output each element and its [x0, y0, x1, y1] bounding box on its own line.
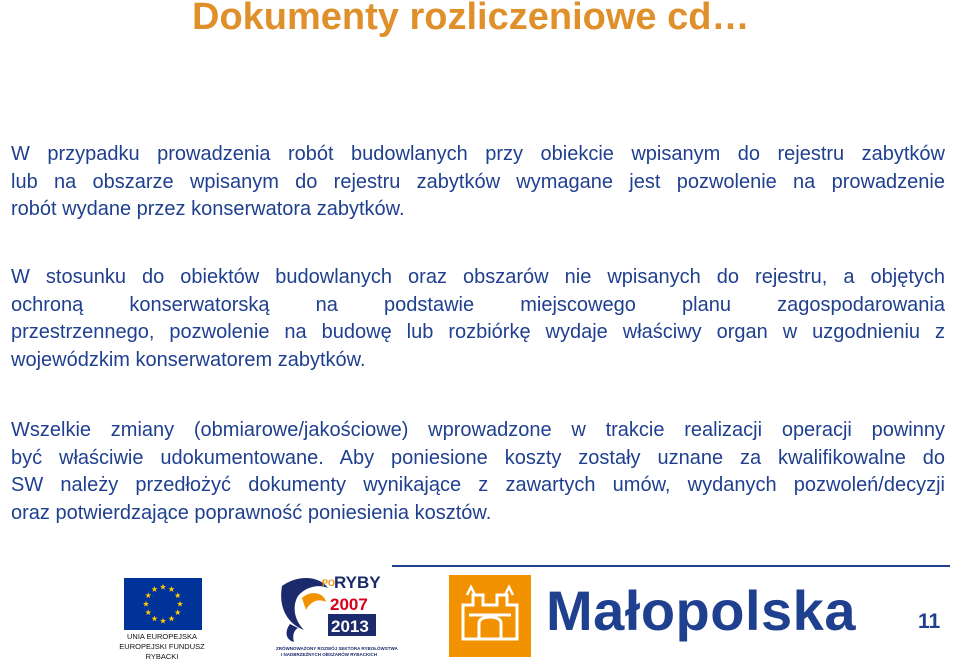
poryby-year-end: 2013	[331, 617, 369, 636]
page-number: 11	[918, 610, 941, 633]
paragraph-monument-permit	[11, 141, 945, 224]
eu-flag-icon	[124, 578, 202, 630]
paragraph-line: oraz potwierdzające poprawność poniesienia kosztów.	[11, 501, 492, 524]
eu-logo	[112, 578, 212, 661]
poryby-prefix: PO	[322, 578, 336, 588]
slide-title: Dokumenty rozliczeniowe cd…	[192, 0, 750, 38]
paragraph-line: W przypadku prowadzenia robót budowlanych przy obiekcie wpisanym do rejestru zabytków	[11, 143, 945, 165]
paragraph-changes-documentation	[11, 417, 945, 527]
paragraph-line: ochroną konserwatorską na podstawie miejscowego planu zagospodarowania	[11, 293, 945, 316]
paragraph-line: wojewódzkim konserwatorem zabytków.	[11, 348, 366, 371]
poryby-year-start: 2007	[330, 595, 368, 614]
paragraph-line: Wszelkie zmiany (obmiarowe/jakościowe) wprowadzone w trakcie realizacji operacji powinny	[11, 419, 945, 441]
paragraph-line: robót wydane przez konserwatora zabytków.	[11, 198, 405, 220]
poryby-caption-line: ZRÓWNOWAŻONY ROZWÓJ SEKTORA RYBOŁÓWSTWA	[276, 646, 398, 651]
eu-logo-line: UNIA EUROPEJSKA	[126, 632, 198, 641]
eu-logo-line: RYBACKI	[145, 652, 179, 661]
fish-icon	[276, 572, 382, 646]
poryby-caption	[276, 646, 398, 657]
poryby-name: RYBY	[334, 573, 381, 592]
paragraph-line: przestrzennego, pozwolenie na budowę lub rozbiórkę wydaje właściwy organ w uzgodnieniu z	[11, 321, 945, 343]
paragraph-protected-objects	[11, 264, 945, 374]
eu-logo-line: EUROPEJSKI FUNDUSZ	[119, 642, 205, 651]
footer-divider	[392, 565, 950, 567]
paragraph-line: SW należy przedłożyć dokumenty wynikające z zawartych umów, wydanych pozwoleń/decyzji	[11, 474, 945, 496]
paragraph-line: lub na obszarze wpisanym do rejestru zabytków wymagane jest pozwolenie na prowadzenie	[11, 170, 945, 193]
poryby-logo	[276, 572, 398, 658]
malopolska-wordmark: Małopolska	[546, 579, 856, 642]
paragraph-line: W stosunku do obiektów budowlanych oraz obszarów nie wpisanych do rejestru, a objętych	[11, 266, 945, 288]
poryby-caption-line: I NADBRZEŻNYCH OBSZARÓW RYBACKICH	[280, 651, 378, 657]
malopolska-emblem-icon	[449, 575, 531, 657]
paragraph-line: być właściwie udokumentowane. Aby poniesione koszty zostały uznane za kwalifikowalne do	[11, 446, 945, 469]
